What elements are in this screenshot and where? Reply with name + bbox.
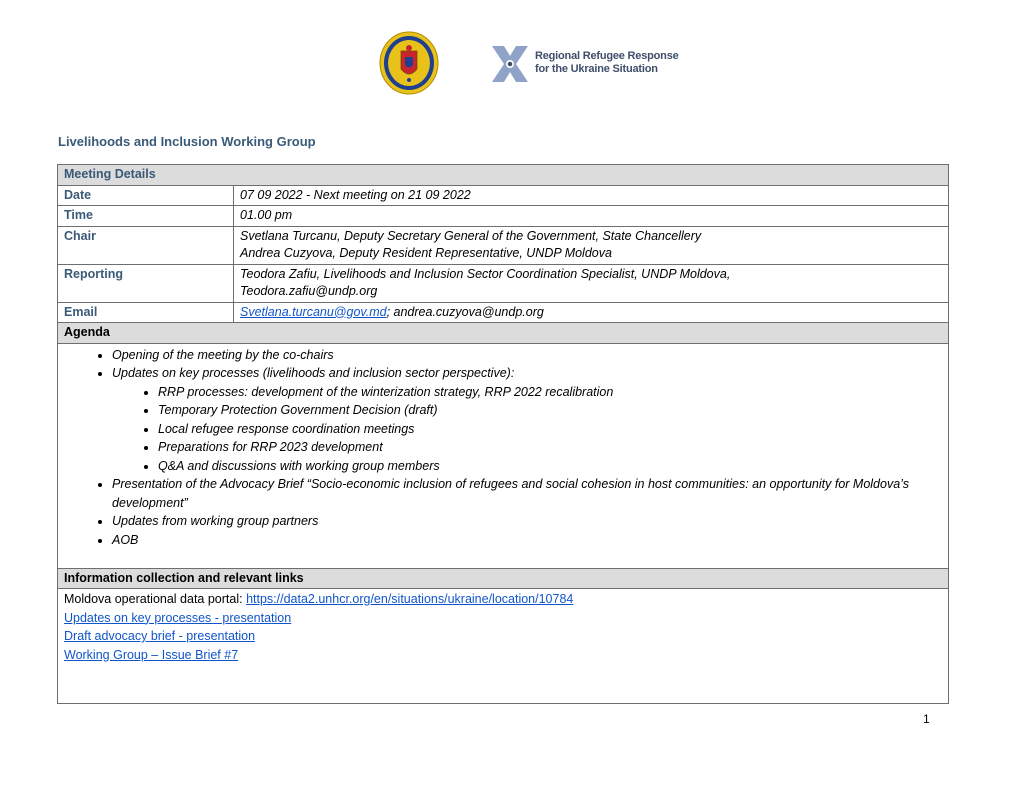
partner-logo-text bbox=[535, 50, 679, 76]
time-value: 01.00 pm bbox=[234, 206, 949, 227]
portal-link[interactable]: https://data2.unhcr.org/en/situations/ukraine/location/10784 bbox=[246, 592, 574, 606]
date-label: Date bbox=[58, 185, 234, 206]
email-value bbox=[234, 302, 949, 323]
chair-value bbox=[234, 226, 949, 264]
partner-logo-line2: for the Ukraine Situation bbox=[535, 63, 658, 75]
header-logos bbox=[0, 30, 1024, 100]
reporting-line-1: Teodora Zafiu, Livelihoods and Inclusion Sector Coordination Specialist, UNDP Moldova, bbox=[240, 266, 731, 281]
document-title: Livelihoods and Inclusion Working Group bbox=[58, 134, 316, 149]
agenda-heading: Agenda bbox=[58, 323, 949, 344]
agenda-subitem: • Local refugee response coordination meetings bbox=[158, 420, 942, 439]
chair-email-link[interactable]: Svetlana.turcanu@gov.md bbox=[240, 304, 387, 319]
regional-refugee-response-logo-icon bbox=[488, 42, 532, 86]
portal-label: Moldova operational data portal: bbox=[64, 592, 247, 606]
agenda-subitem: • Preparations for RRP 2023 development bbox=[158, 438, 942, 457]
agenda-subitem: • Q&A and discussions with working group members bbox=[158, 457, 942, 476]
agenda-subitem: • RRP processes: development of the winterization strategy, RRP 2022 recalibration bbox=[158, 383, 942, 402]
page-number: 1 bbox=[923, 712, 930, 726]
agenda-item: • Opening of the meeting by the co-chairs bbox=[112, 346, 942, 365]
agenda-item: • Presentation of the Advocacy Brief “Socio-economic inclusion of refugees and social cohesion in host communities: an opportunity for Moldova’s development” bbox=[112, 475, 942, 512]
reporting-value bbox=[234, 264, 949, 302]
agenda-item-text: Updates on key processes (livelihoods and inclusion sector perspective): bbox=[112, 366, 515, 380]
agenda-item: • Updates from working group partners bbox=[112, 512, 942, 531]
date-value: 07 09 2022 - Next meeting on 21 09 2022 bbox=[234, 185, 949, 206]
agenda-subitem: • Temporary Protection Government Decision (draft) bbox=[158, 401, 942, 420]
agenda-item: • AOB bbox=[112, 531, 942, 550]
reporting-line-2: Teodora.zafiu@undp.org bbox=[240, 284, 378, 298]
meeting-table bbox=[57, 164, 949, 704]
advocacy-brief-link[interactable]: Draft advocacy brief - presentation bbox=[64, 629, 256, 643]
chair-label: Chair bbox=[58, 226, 234, 264]
partner-logo-line1: Regional Refugee Response bbox=[535, 50, 679, 62]
agenda-body bbox=[58, 343, 949, 568]
moldova-government-seal-icon bbox=[379, 31, 439, 95]
issue-brief-link[interactable]: Working Group – Issue Brief #7 bbox=[64, 647, 239, 662]
info-links bbox=[58, 589, 949, 704]
time-label: Time bbox=[58, 206, 234, 227]
agenda-list bbox=[64, 346, 942, 550]
agenda-item bbox=[112, 364, 942, 475]
info-heading: Information collection and relevant links bbox=[58, 568, 949, 589]
chair-line-2: Andrea Cuzyova, Deputy Resident Representative, UNDP Moldova bbox=[240, 246, 612, 260]
agenda-sublist bbox=[112, 383, 942, 476]
chair-line-1: Svetlana Turcanu, Deputy Secretary General of the Government, State Chancellery bbox=[240, 228, 702, 243]
reporting-label: Reporting bbox=[58, 264, 234, 302]
meeting-details-heading: Meeting Details bbox=[58, 165, 949, 186]
updates-presentation-link[interactable]: Updates on key processes - presentation bbox=[64, 610, 292, 625]
email-rest: ; andrea.cuzyova@undp.org bbox=[386, 304, 544, 319]
portal-line bbox=[64, 590, 942, 609]
email-label: Email bbox=[58, 302, 234, 323]
